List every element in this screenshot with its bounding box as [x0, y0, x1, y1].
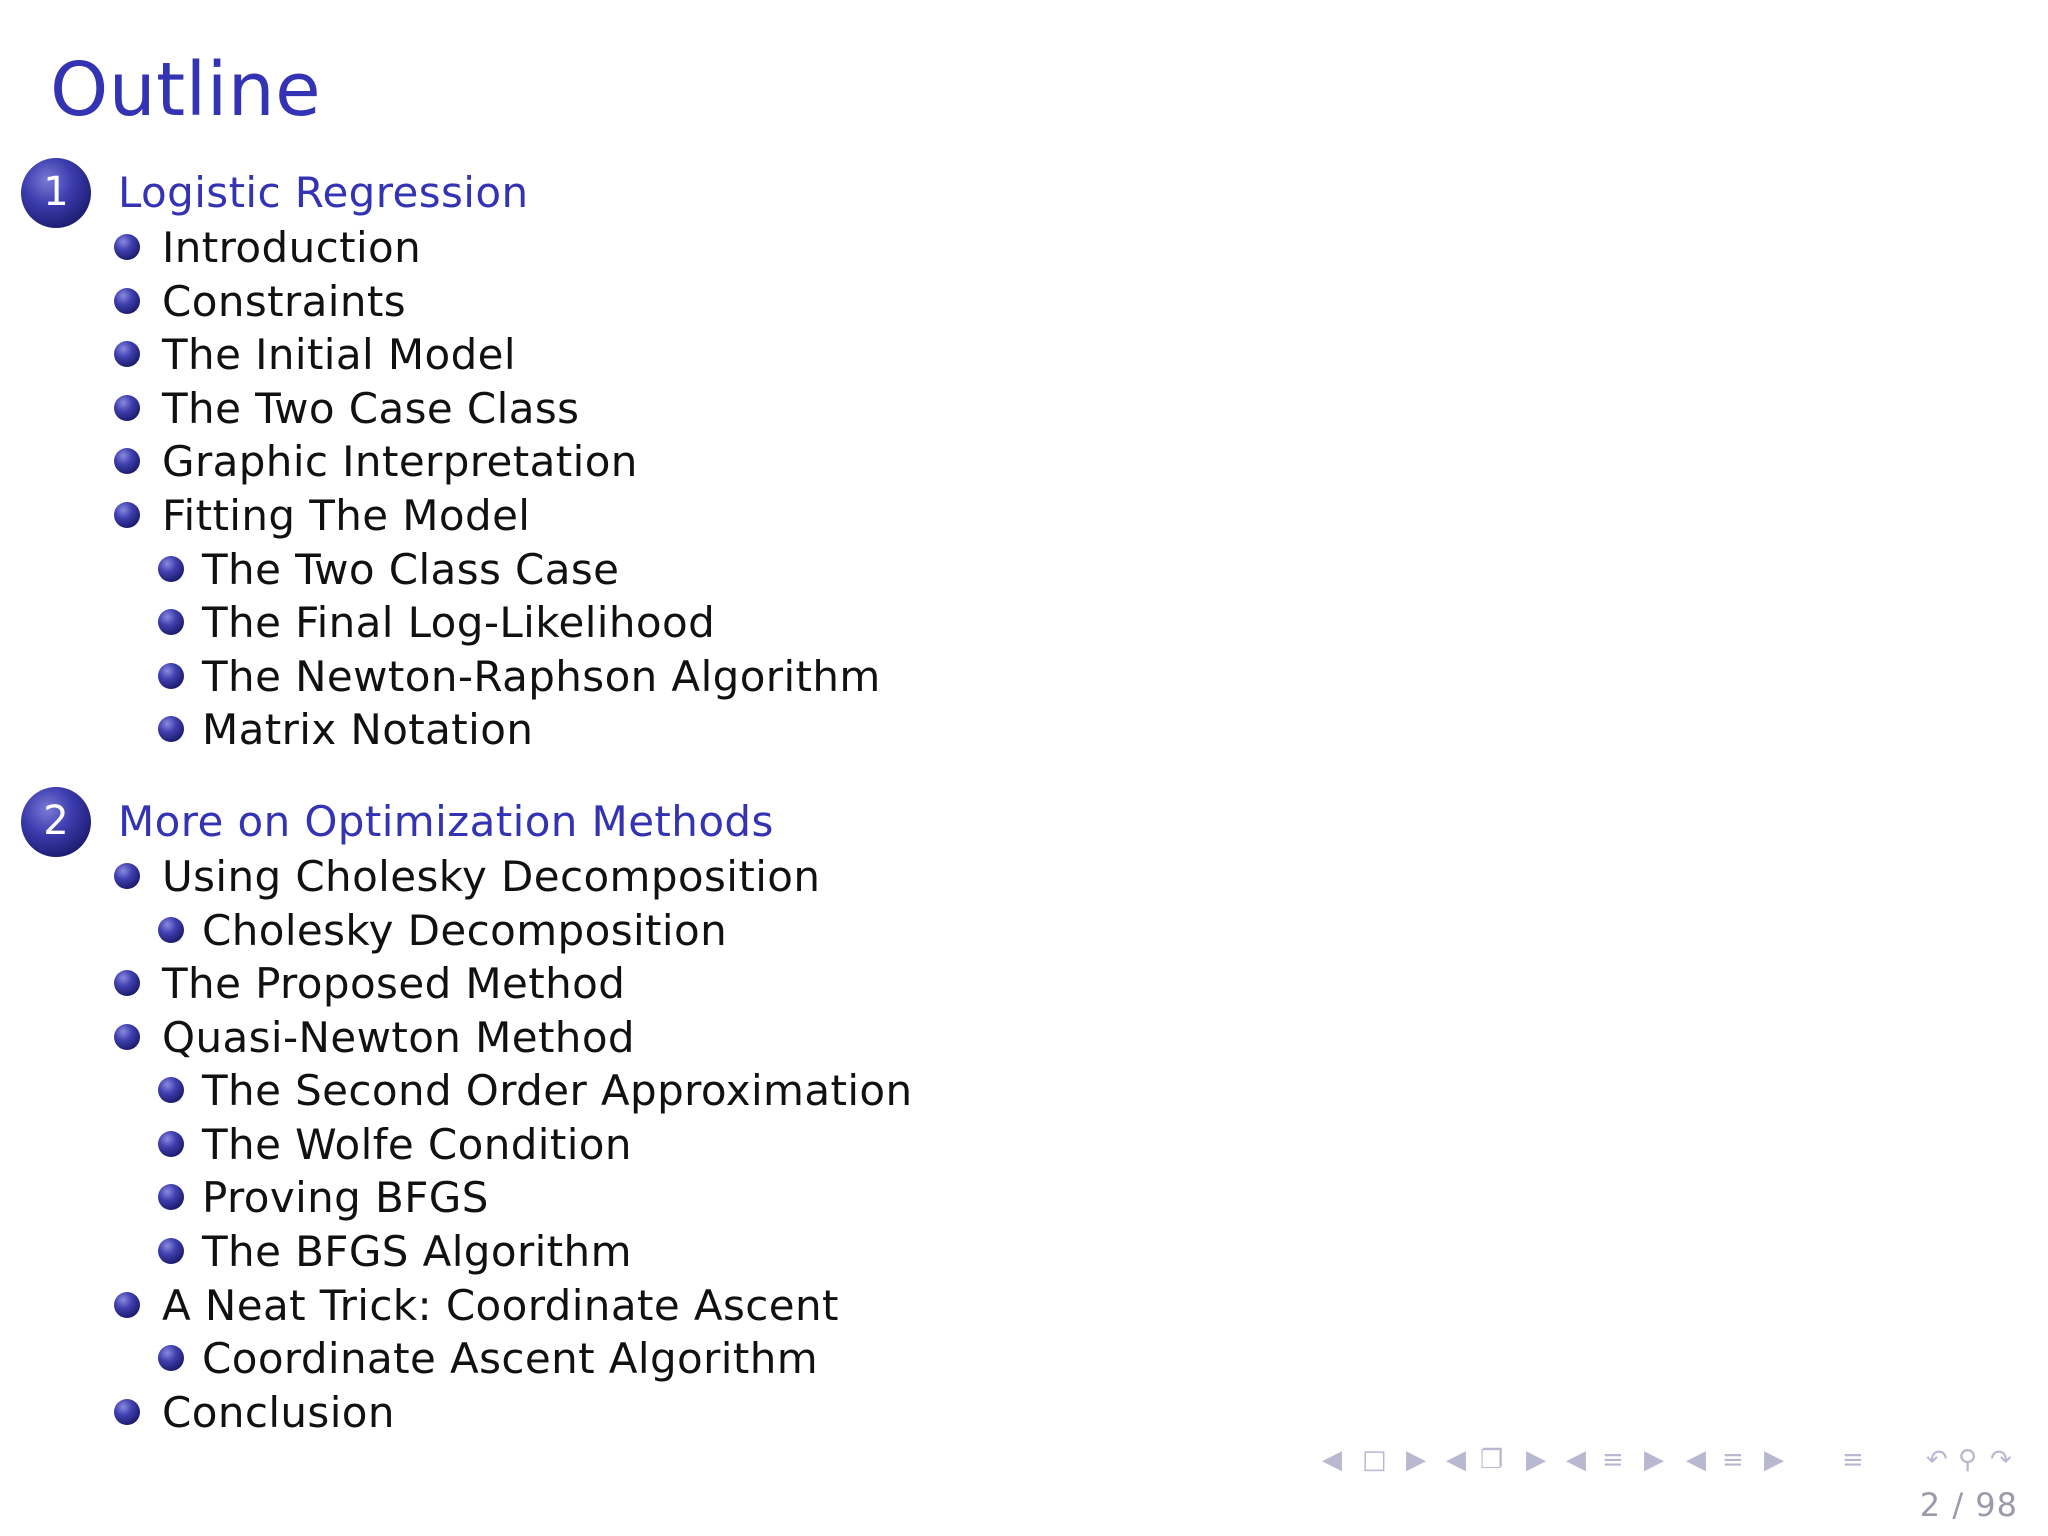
bullet-icon — [158, 1184, 184, 1210]
bullet-icon — [114, 341, 140, 367]
search-icon[interactable]: ⚲ — [1958, 1445, 1978, 1475]
outline-item-label[interactable]: The BFGS Algorithm — [202, 1227, 632, 1276]
outline-item-label[interactable]: The Two Case Class — [162, 384, 580, 433]
outline-item-label[interactable]: Graphic Interpretation — [162, 437, 638, 486]
prev-arrow-icon[interactable]: ◀ — [1686, 1445, 1706, 1475]
document-icon[interactable]: ≡ — [1722, 1445, 1744, 1475]
outline-item-label[interactable]: A Neat Trick: Coordinate Ascent — [162, 1281, 839, 1330]
bullet-icon — [158, 917, 184, 943]
outline-item-label[interactable]: The Wolfe Condition — [202, 1120, 632, 1169]
outline-item-label[interactable]: Cholesky Decomposition — [202, 906, 728, 955]
bullet-icon — [158, 609, 184, 635]
bullet-icon — [114, 1024, 140, 1050]
prev-arrow-icon[interactable]: ◀ — [1322, 1445, 1342, 1475]
outline-item-label[interactable]: Matrix Notation — [202, 705, 534, 754]
outline-item-label[interactable]: Proving BFGS — [202, 1173, 489, 1222]
outline-item-label[interactable]: Conclusion — [162, 1388, 395, 1437]
bullet-icon — [158, 1131, 184, 1157]
bullet-icon — [158, 1077, 184, 1103]
bullet-icon — [114, 395, 140, 421]
bullet-icon — [114, 1292, 140, 1318]
outline-item-label[interactable]: Using Cholesky Decomposition — [162, 852, 821, 901]
bullet-icon — [158, 1345, 184, 1371]
section-title[interactable]: More on Optimization Methods — [118, 797, 774, 846]
outline-item-label[interactable]: Quasi-Newton Method — [162, 1013, 635, 1062]
bullet-icon — [114, 502, 140, 528]
frame-icon[interactable]: □ — [1362, 1445, 1387, 1475]
slide-title: Outline — [50, 47, 322, 133]
toc-icon[interactable]: ≡ — [1842, 1445, 1864, 1475]
next-arrow-icon[interactable]: ▶ — [1644, 1445, 1664, 1475]
outline-item-label[interactable]: The Two Class Case — [202, 545, 620, 594]
bullet-icon — [158, 1238, 184, 1264]
bullet-icon — [114, 970, 140, 996]
bullet-icon — [158, 556, 184, 582]
outline-item-label[interactable]: Constraints — [162, 277, 407, 326]
page-number: 2 / 98 — [1919, 1486, 2018, 1524]
outline-item-label[interactable]: The Second Order Approximation — [202, 1066, 913, 1115]
next-arrow-icon[interactable]: ▶ — [1764, 1445, 1784, 1475]
section-header[interactable] — [0, 787, 1200, 847]
section-number-badge: 2 — [21, 787, 91, 857]
next-arrow-icon[interactable]: ▶ — [1526, 1445, 1546, 1475]
outline-item-label[interactable]: Introduction — [162, 223, 422, 272]
navigation-bar — [1322, 1442, 2022, 1478]
section-title[interactable]: Logistic Regression — [118, 168, 529, 217]
outline-item-label[interactable]: The Final Log-Likelihood — [202, 598, 716, 647]
bullet-icon — [158, 663, 184, 689]
section-icon[interactable]: ≡ — [1602, 1445, 1624, 1475]
bullet-icon — [114, 863, 140, 889]
undo-icon[interactable]: ↶ — [1926, 1445, 1948, 1475]
prev-arrow-icon[interactable]: ◀ — [1446, 1445, 1466, 1475]
outline-item-label[interactable]: The Initial Model — [162, 330, 516, 379]
section-header[interactable] — [0, 158, 1200, 218]
bullet-icon — [114, 288, 140, 314]
outline-item-label[interactable]: Fitting The Model — [162, 491, 531, 540]
bullet-icon — [114, 1399, 140, 1425]
next-arrow-icon[interactable]: ▶ — [1406, 1445, 1426, 1475]
outline-item-label[interactable]: The Newton-Raphson Algorithm — [202, 652, 881, 701]
section-number-badge: 1 — [21, 158, 91, 228]
outline-item-label[interactable]: The Proposed Method — [162, 959, 626, 1008]
prev-arrow-icon[interactable]: ◀ — [1566, 1445, 1586, 1475]
bullet-icon — [158, 716, 184, 742]
bullet-icon — [114, 234, 140, 260]
bullet-icon — [114, 448, 140, 474]
outline-item-label[interactable]: Coordinate Ascent Algorithm — [202, 1334, 819, 1383]
redo-icon[interactable]: ↷ — [1990, 1445, 2012, 1475]
subsection-icon[interactable]: ❐ — [1480, 1445, 1504, 1475]
